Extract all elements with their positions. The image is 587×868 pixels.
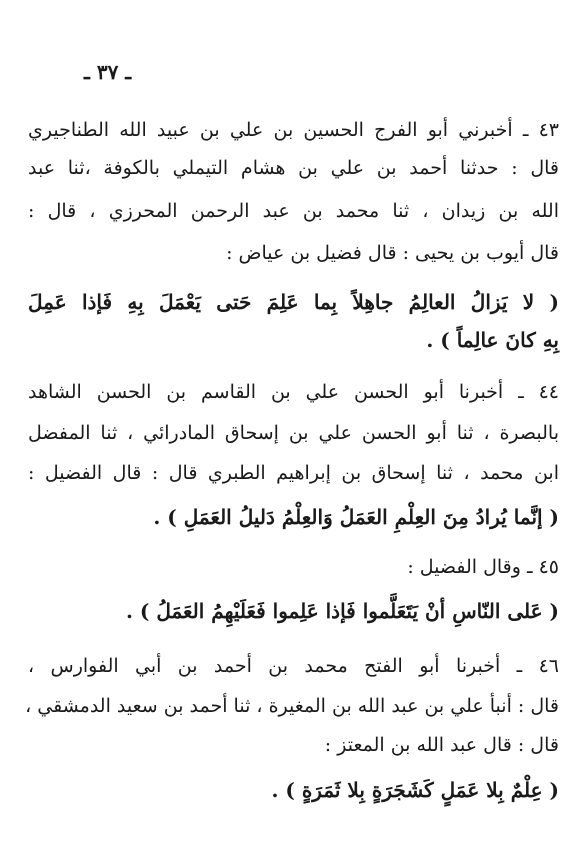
hadith-43-line-1: ٤٣ ـ أخبرني أبو الفرج الحسين بن علي بن عبيد الله الطناجيري (28, 119, 559, 141)
hadith-45-line: ٤٥ ـ وقال الفضيل : (407, 556, 559, 578)
page-number: ـ ٣٧ ـ (84, 60, 132, 84)
hadith-43-line-3: الله بن زيدان ، ثنا محمد بن عبد الرحمن المحرزي ، قال : (28, 200, 559, 222)
hadith-44-line-1: ٤٤ ـ أخبرنا أبو الحسن علي بن القاسم بن الحسن الشاهد (28, 381, 559, 403)
hadith-44-quote: ( إنَّما يُرادُ مِنَ العِلْمِ العَمَلُ وَالعِلْمُ دَليلُ العَمَلِ ) . (153, 505, 559, 529)
hadith-43-quote-1: ( لا يَزالُ العالِمُ جاهِلاً بِما عَلِمَ حَتى يَعْمَلَ بِهِ فَإذا عَمِلَ (28, 290, 559, 314)
hadith-46-quote: ( عِلْمٌ بِلا عَمَلٍ كَشَجَرَةٍ بِلا ثَمَرَةٍ ) . (271, 778, 559, 802)
hadith-45-quote: ( عَلى النّاسِ أنْ يَتَعَلَّموا فَإذا عَلِموا فَعَلَيْهِمُ العَمَلُ ) . (125, 599, 559, 623)
hadith-44-line-2: بالبصرة ، ثنا أبو الحسن علي بن إسحاق المادرائي ، ثنا المفضل (28, 422, 559, 444)
hadith-43-quote-2: بِهِ كانَ عالِماً ) . (426, 328, 559, 352)
hadith-46-line-2: قال : أنبأ علي بن عبد الله بن المغيرة ، ثنا أحمد بن سعيد الدمشقي ، (25, 695, 559, 717)
hadith-43-line-2: قال : حدثنا أحمد بن علي بن هشام التيملي بالكوفة ،ثنا عبد (28, 157, 559, 179)
hadith-46-line-1: ٤٦ ـ أخبرنا أبو الفتح محمد بن أحمد بن أبي الفوارس ، (28, 655, 559, 677)
hadith-43-line-4: قال أيوب بن يحيى : قال فضيل بن عياض : (226, 242, 559, 264)
hadith-44-line-3: ابن محمد ، ثنا إسحاق بن إبراهيم الطبري قال : قال الفضيل : (28, 462, 559, 484)
hadith-46-line-3: قال : قال عبد الله بن المعتز : (324, 734, 559, 756)
